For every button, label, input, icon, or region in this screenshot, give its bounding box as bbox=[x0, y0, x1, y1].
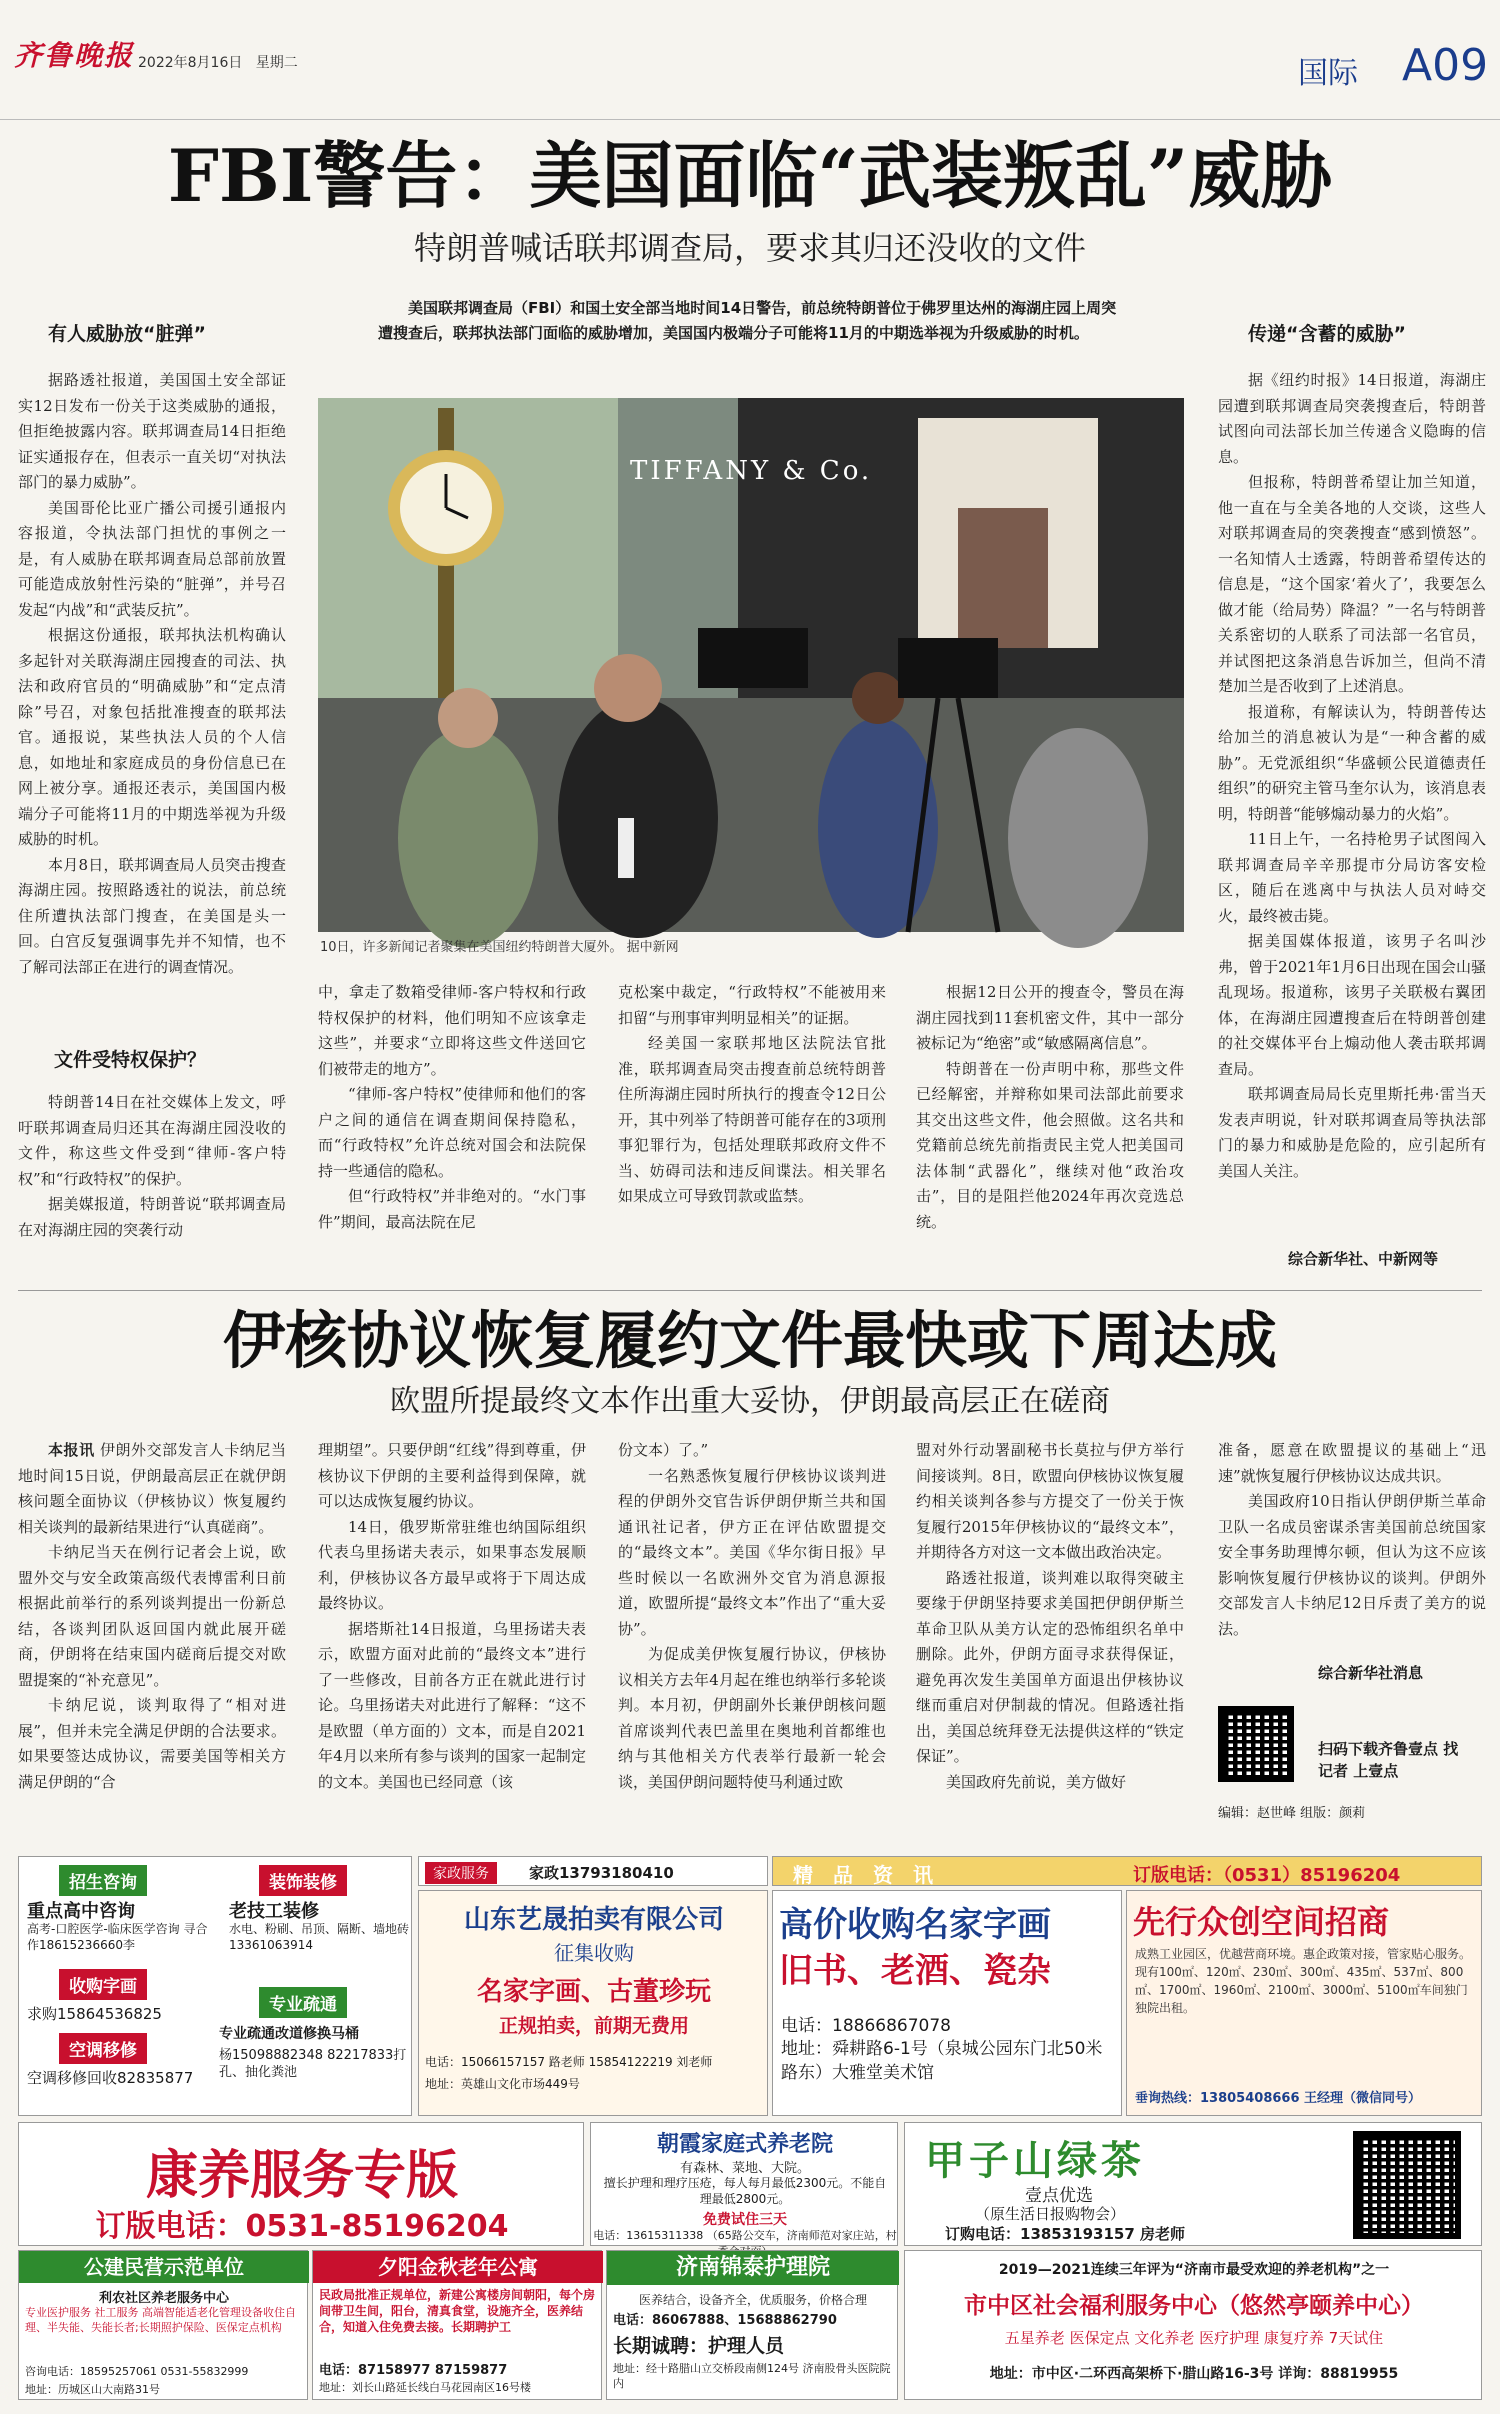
shizhong-award: 2019—2021连续三年评为“济南市最受欢迎的养老机构”之一 bbox=[998, 2262, 1390, 2278]
zhaoxia-address: （65路公交车，济南师范对家庄站，村 bbox=[706, 2229, 897, 2242]
zhaoxia-line1: 有森林、菜地、大院。 bbox=[679, 2161, 810, 2176]
paragraph: 为促成美伊恢复履行协议，伊核协议相关方去年4月起在维也纳举行多轮谈判。本月初，伊朗副外长兼伊朗核问题首席谈判代表巴盖里在奥地利首都维也纳与其他相关方代表举行最新一轮会谈，美国伊朗问题特使马利通过欧 bbox=[618, 1645, 886, 1791]
news-lead-tag: 本报讯 bbox=[48, 1441, 95, 1459]
zhaoxia-tel: 电话：13615311338 bbox=[593, 2229, 704, 2242]
ad-housekeeping bbox=[418, 1856, 768, 1886]
jintai-tel: 电话：86067888、15688862790 bbox=[613, 2313, 837, 2328]
paragraph: 据《纽约时报》14日报道，海湖庄园遭到联邦调查局突袭搜查后，特朗普试图向司法部长加兰传递含义隐晦的信息。 bbox=[1218, 371, 1486, 466]
collect-title1: 高价收购名家字画 bbox=[779, 1905, 1051, 1945]
tea-title: 甲子山绿茶 bbox=[925, 2138, 1145, 2184]
article2-title: 伊核协议恢复履约文件最快或下周达成 bbox=[222, 1304, 1277, 1377]
ad-plumbing-detail: 杨15098882348 82217833打孔、抽化粪池 bbox=[219, 2048, 407, 2080]
ad-buy-paintings: 求购15864536825 bbox=[27, 2005, 162, 2023]
paragraph: 卡纳尼当天在例行记者会上说，欧盟外交与安全政策高级代表博雷利日前根据此前举行的系列谈判提出一份新总结，各谈判团队返回国内就此展开磋商，伊朗将在结束国内磋商后提交对欧盟提案的“补充意见”。 bbox=[18, 1543, 286, 1689]
paragraph: 美国哥伦比亚广播公司援引通报内容报道，令执法部门担忧的事例之一是，有人威胁在联邦调查局总部前放置可能造成放射性污染的“脏弹”，并号召发起“内战”和“武装反抗”。 bbox=[18, 498, 286, 619]
gongjian-line1: 利农社区养老服务中心 bbox=[98, 2291, 229, 2306]
paragraph: 特朗普14日在社交媒体上发文，呼吁联邦调查局归还其在海湖庄园没收的文件，称这些文件受到“律师-客户特权”和“行政特权”的保护。 bbox=[18, 1093, 286, 1188]
ad-tea bbox=[904, 2122, 1482, 2246]
auction-items: 名家字画、古董珍玩 bbox=[476, 1977, 711, 2007]
tea-sub1: 壹点优选 bbox=[1025, 2186, 1093, 2206]
paragraph: 14日，俄罗斯常驻维也纳国际组织代表乌里扬诺夫表示，如果事态发展顺利，伊核协议各方最早或将于下周达成最终协议。 bbox=[318, 1517, 586, 1612]
ad-collect bbox=[772, 1890, 1122, 2116]
tag-enrollment: 招生咨询 bbox=[59, 1865, 147, 1896]
collect-address: 地址：舜耕路6-1号（泉城公园东门北50米路东）大雅堂美术馆 bbox=[781, 2039, 1103, 2083]
article2-column-1: 本报讯 伊朗外交部发言人卡纳尼当地时间15日说，伊朗最高层正在就伊朗核问题全面协议（伊核协议）恢复履约相关谈判的最新结果进行“认真磋商”。 卡纳尼当天在例行记者会上说，欧盟外交与安全政策高级代表博雷利日前根据此前举行的系列谈判提出一份新总结，各谈判团队返回国内就此展开磋商，伊朗将在结束国内磋商后提交对欧盟提案的“补充意见”。 卡纳尼说，谈判取得了“相对进展”，但并未完全满足伊朗的合法要求。如果要签达成协议，需要美国等相关方满足伊朗的“合 bbox=[18, 1438, 286, 1828]
kangyang-phone: 订版电话：0531-85196204 bbox=[95, 2209, 509, 2244]
housekeeping-phone: 家政13793180410 bbox=[529, 1864, 674, 1882]
paragraph: 盟对外行动署副秘书长莫拉与伊方举行间接谈判。8日，欧盟向伊核协议恢复履约相关谈判各参与方提交了一份关于恢复履行2015年伊核协议的“最终文本”，并期待各方对这一文本做出政治决定。 bbox=[916, 1441, 1184, 1561]
paragraph: 份文本）了。” bbox=[618, 1441, 709, 1459]
tag-buy-paintings: 收购字画 bbox=[59, 1969, 147, 2000]
shizhong-tags: 五星养老 医保定点 文化养老 医疗护理 康复疗养 7天试住 bbox=[1004, 2329, 1384, 2347]
ad-ac-repair: 空调移修回收82835877 bbox=[27, 2069, 194, 2087]
tag-plumbing: 专业疏通 bbox=[259, 1987, 347, 2018]
auction-name: 山东艺晟拍卖有限公司 bbox=[463, 1905, 724, 1935]
paragraph: 路透社报道，谈判难以取得突破主要缘于伊朗坚持要求美国把伊朗伊斯兰革命卫队从美方认定的恐怖组织名单中删除。此外，伊朗方面寻求获得保证，避免再次发生美国单方面退出伊核协议继而重启对伊制裁的情况。但路透社指出，美国总统拜登无法提供这样的“铁定保证”。 bbox=[916, 1568, 1184, 1765]
section-name: 国际 bbox=[1298, 56, 1358, 91]
ad-strip-phone: 订版电话：（0531）85196204 bbox=[1133, 1865, 1401, 1886]
tag-decoration: 装饰装修 bbox=[259, 1865, 347, 1896]
paragraph: 联邦调查局局长克里斯托弗·雷当天发表声明说，针对联邦调查局等执法部门的暴力和威胁是危险的，应引起所有美国人关注。 bbox=[1218, 1085, 1486, 1180]
paragraph: 中，拿走了数箱受律师-客户特权和行政特权保护的材料，他们明知不应该拿走这些”，并要求“立即将这些文件送回它们被带走的地方”。 bbox=[318, 983, 586, 1078]
xiyang-line1: 民政局批准正规单位，新建公寓楼房间朝阳，每个房间带卫生间，阳台，清真食堂，设施齐全，医养结合，知道入住免费去接。长期聘护工 bbox=[319, 2288, 596, 2334]
paragraph: 据塔斯社14日报道，乌里扬诺夫表示，欧盟方面对此前的“最终文本”进行了一些修改，目前各方正在就此进行讨论。乌里扬诺夫对此进行了解释：“这不是欧盟（单方面的）文本，而是自2021年4月以来所有参与谈判的国家一起制定的文本。美国也已经同意（该 bbox=[318, 1619, 586, 1791]
news-photo bbox=[318, 398, 1184, 932]
jintai-title: 济南锦泰护理院 bbox=[607, 2251, 899, 2285]
subhead-implicit-threat: 传递“含蓄的威胁” bbox=[1248, 323, 1406, 345]
ad-xiyang bbox=[312, 2250, 602, 2400]
classified-ads bbox=[18, 1856, 412, 2116]
article1-column-mid1 bbox=[318, 980, 586, 1278]
paragraph: 根据这份通报，联邦执法机构确认多起针对关联海湖庄园搜查的司法、执法和政府官员的“明确威胁”和“定点清除”号召，对象包括批准搜查的联邦法官。通报说，某些执法人员的个人信息，如地址和家庭成员的身份信息已在网上被分享。通报还表示，美国国内极端分子可能将11月的中期选举视为升级威胁的时机。 bbox=[18, 626, 286, 848]
ad-strip-title: 精品资讯 bbox=[793, 1863, 953, 1887]
article1-column-left2 bbox=[18, 1090, 286, 1278]
ad-zhaoxia bbox=[590, 2122, 898, 2246]
article1-column-left1 bbox=[18, 368, 286, 1034]
ad-gongjian bbox=[18, 2250, 308, 2400]
article2-byline: 综合新华社消息 bbox=[1318, 1664, 1424, 1682]
ad-jintai bbox=[606, 2250, 898, 2400]
paragraph: 但“行政特权”并非绝对的。“水门事件”期间，最高法院在尼 bbox=[318, 1187, 586, 1231]
gongjian-tel: 咨询电话：18595257061 0531-55832999 bbox=[25, 2365, 249, 2378]
paragraph: 美国政府10日指认伊朗伊斯兰革命卫队一名成员密谋杀害美国前总统国家安全事务助理博尔顿，但认为这不应该影响恢复履行伊核协议的谈判。伊朗外交部发言人卡纳尼12日斥责了美方的说法。 bbox=[1218, 1492, 1486, 1638]
paragraph: “律师-客户特权”使律师和他们的客户之间的通信在调查期间保持隐私，而“行政特权”允许总统对国会和法院保持一些通信的隐私。 bbox=[318, 1085, 586, 1180]
article1-column-mid3 bbox=[916, 980, 1184, 1278]
tea-phone: 订购电话：13853193157 房老师 bbox=[945, 2225, 1186, 2243]
photo-caption: 10日，许多新闻记者聚集在美国纽约特朗普大厦外。 据中新网 bbox=[320, 940, 679, 955]
paragraph: 根据12日公开的搜查令，警员在海湖庄园找到11套机密文件，其中一部分被标记为“绝密”或“敏感隔离信息”。 bbox=[916, 983, 1184, 1052]
paragraph: 本月8日，联邦调查局人员突击搜查海湖庄园。按照路透社的说法，前总统住所遭执法部门搜查，在美国是头一回。白宫反复强调事先并不知情，也不了解司法部正在进行的调查情况。 bbox=[18, 855, 286, 976]
tag-housekeeping: 家政服务 bbox=[425, 1862, 497, 1884]
paragraph: 一名熟悉恢复履行伊核协议谈判进程的伊朗外交官告诉伊朗伊斯兰共和国通讯社记者，伊方正在评估欧盟提交的“最终文本”。美国《华尔街日报》早些时候以一名欧洲外交官为消息源报道，欧盟所提“最终文本”作出了“重大妥协”。 bbox=[618, 1466, 886, 1638]
ad-strip-header bbox=[772, 1856, 1482, 1886]
tag-ac-repair: 空调移修 bbox=[59, 2033, 147, 2064]
gongjian-address: 地址：历城区山大南路31号 bbox=[25, 2383, 160, 2396]
article1-byline: 综合新华社、中新网等 bbox=[1288, 1250, 1439, 1268]
auction-note: 正规拍卖，前期无费用 bbox=[498, 2015, 689, 2037]
tea-qr-code[interactable] bbox=[1353, 2131, 1461, 2239]
tea-sub2: （原生活日报购物会） bbox=[975, 2205, 1126, 2223]
ad-xianxing bbox=[1126, 1890, 1482, 2116]
paragraph: 理期望”。只要伊朗“红线”得到尊重，伊核协议下伊朗的主要利益得到保障，就可以达成恢复履约协议。 bbox=[318, 1441, 586, 1510]
collect-phone: 电话：18866867078 bbox=[781, 2016, 951, 2036]
ad-decoration-detail: 水电、粉刷、吊顶、隔断、墙地砖13361063914 bbox=[229, 1922, 410, 1952]
divider bbox=[18, 1290, 1482, 1291]
ad-high-school: 重点高中咨询 bbox=[27, 1901, 135, 1922]
paragraph: 经美国一家联邦地区法院法官批准，联邦调查局突击搜查前总统特朗普住所海湖庄园时所执行的搜查令12日公开，其中列举了特朗普可能存在的3项刑事犯罪行为，包括处理联邦政府文件不当、妨碍司法和违反间谍法。相关罪名如果成立可导致罚款或监禁。 bbox=[618, 1034, 886, 1205]
gongjian-title: 公建民营示范单位 bbox=[19, 2251, 309, 2283]
editor-credit: 编辑：赵世峰 组版：颜莉 bbox=[1218, 1806, 1366, 1821]
paragraph: 据路透社报道，美国国土安全部证实12日发布一份关于这类威胁的通报，但拒绝披露内容。联邦调查局14日拒绝证实通报存在，但表示一直关切“对执法部门的暴力威胁”。 bbox=[18, 371, 286, 491]
newspaper-logo: 齐鲁晚报 bbox=[14, 39, 135, 72]
masthead bbox=[0, 0, 1500, 120]
article2-column-5 bbox=[1218, 1438, 1486, 1674]
article2-subtitle: 欧盟所提最终文本作出重大妥协，伊朗最高层正在磋商 bbox=[390, 1384, 1110, 1419]
shop-sign: TIFFANY & Co. bbox=[630, 456, 873, 486]
article1-column-right bbox=[1218, 368, 1486, 1258]
xiyang-tel: 电话：87158977 87159877 bbox=[319, 2363, 508, 2378]
shizhong-title: 市中区社会福利服务中心（悠然亭颐养中心） bbox=[964, 2293, 1424, 2319]
xiyang-title: 夕阳金秋老年公寓 bbox=[313, 2251, 603, 2283]
paragraph: 报道称，有解读认为，特朗普传达给加兰的消息被认为是“一种含蓄的威胁”。无党派组织“华盛顿公民道德责任组织”的研究主管马奎尔认为，该消息表明，特朗普“能够煽动暴力的火焰”。 bbox=[1218, 702, 1486, 823]
article2-column-2 bbox=[318, 1438, 586, 1828]
jintai-line1: 医养结合，设备齐全，优质服务，价格合理 bbox=[638, 2293, 867, 2307]
ad-shizhong bbox=[904, 2250, 1482, 2400]
jintai-hire: 长期诚聘：护理人员 bbox=[613, 2335, 785, 2357]
article1-title: FBI警告：美国面临“武装叛乱”威胁 bbox=[167, 133, 1333, 218]
auction-address: 地址：英雄山文化市场449号 bbox=[425, 2077, 580, 2091]
kangyang-title: 康养服务专版 bbox=[145, 2146, 458, 2206]
subhead-privilege: 文件受特权保护？ bbox=[54, 1049, 207, 1071]
qr-caption: 扫码下载齐鲁壹点 找记者 上壹点 bbox=[1318, 1740, 1459, 1780]
auction-sub: 征集收购 bbox=[554, 1941, 634, 1965]
jintai-address: 地址：经十路腊山立交桥段南侧124号 济南股骨头医院院内 bbox=[613, 2362, 891, 2390]
paragraph: 据美国媒体报道，该男子名叫沙弗，曾于2021年1月6日出现在国会山骚乱现场。报道称，该男子关联极右翼团体，在海湖庄园遭搜查后在特朗普创建的社交媒体平台上煽动他人袭击联邦调查局。 bbox=[1218, 932, 1486, 1078]
paragraph: 11日上午，一名持枪男子试图闯入联邦调查局辛辛那提市分局访客安检区，随后在逃离中与执法人员对峙交火，最终被击毙。 bbox=[1218, 830, 1486, 925]
paragraph: 准备，愿意在欧盟提议的基础上“迅速”就恢复履行伊核协议达成共识。 bbox=[1218, 1441, 1486, 1485]
ad-auction bbox=[418, 1890, 768, 2116]
paragraph: 克松案中裁定，“行政特权”不能被用来扣留“与刑事审判明显相关”的证据。 bbox=[618, 983, 886, 1027]
auction-contact: 电话：15066157157 路老师 15854122219 刘老师 bbox=[425, 2055, 713, 2069]
xianxing-details: 成熟工业园区，优越营商环境。惠企政策对接，管家贴心服务。现有100㎡、120㎡、230㎡、300㎡、435㎡、537㎡、800㎡、1700㎡、1960㎡、2100㎡、3000㎡、5100㎡车间独门独院出租。 bbox=[1135, 1947, 1472, 2015]
article1-subtitle: 特朗普喊话联邦调查局，要求其归还没收的文件 bbox=[413, 229, 1086, 267]
article1-column-mid2 bbox=[618, 980, 886, 1278]
ad-high-school-detail: 高考-口腔医学-临床医学咨询 寻合作18615236660李 bbox=[27, 1922, 208, 1952]
gongjian-line2: 专业医护服务 社工服务 高端智能适老化管理设备收住自理、半失能、失能长者;长期照护保险、医保定点机构 bbox=[25, 2306, 296, 2334]
paragraph: 特朗普在一份声明中称，那些文件已经解密，并辩称如果司法部此前要求其交出这些文件，他会照做。这名共和党籍前总统先前指责民主党人把美国司法体制“武器化”，继续对他“政治攻击”，目的是阻拦他2024年再次竞选总统。 bbox=[916, 1059, 1184, 1231]
article2-column-3 bbox=[618, 1438, 886, 1828]
zhaoxia-line2: 擅长护理和理疗压疮，每人每月最低2300元。不能自理最低2800元。 bbox=[603, 2176, 887, 2206]
ad-decoration: 老技工装修 bbox=[229, 1901, 319, 1922]
article2-column-4 bbox=[916, 1438, 1184, 1828]
qr-code[interactable] bbox=[1218, 1706, 1294, 1782]
paragraph: 美国政府先前说，美方做好 bbox=[946, 1772, 1127, 1791]
subhead-dirty-bomb: 有人威胁放“脏弹” bbox=[48, 323, 206, 345]
ad-plumbing: 专业疏通改道修换马桶 bbox=[219, 2026, 359, 2042]
xianxing-title: 先行众创空间招商 bbox=[1133, 1903, 1390, 1941]
article1-lead: 美国联邦调查局（FBI）和国土安全部当地时间14日警告，前总统特朗普位于佛罗里达州的海湖庄园上周突遭搜查后，联邦执法部门面临的威胁增加，美国国内极端分子可能将11月的中期选举视为升级威胁的时机。 bbox=[378, 299, 1117, 342]
ad-kangyang bbox=[18, 2122, 584, 2246]
paragraph: 但报称，特朗普希望让加兰知道，他一直在与全美各地的人交谈，这些人对联邦调查局的突袭搜查“感到愤怒”。一名知情人士透露，特朗普希望传达的信息是，“这个国家‘着火了’，我要怎么做才能（给局势）降温？”一名与特朗普关系密切的人联系了司法部一名官员，并试图把这条消息告诉加兰，但尚不清楚加兰是否收到了上述消息。 bbox=[1218, 473, 1486, 695]
zhaoxia-title: 朝霞家庭式养老院 bbox=[656, 2132, 833, 2157]
collect-title2: 旧书、老酒、瓷杂 bbox=[779, 1951, 1051, 1991]
issue-date: 2022年8月16日 星期二 bbox=[138, 55, 298, 71]
shizhong-address: 地址：市中区·二环西高架桥下·腊山路16-3号 详询：88819955 bbox=[989, 2366, 1399, 2382]
xianxing-hotline: 垂询热线：13805408666 王经理（微信同号） bbox=[1135, 2091, 1422, 2106]
paragraph: 卡纳尼说，谈判取得了“相对进展”，但并未完全满足伊朗的合法要求。如果要签达成协议，需要美国等相关方满足伊朗的“合 bbox=[18, 1696, 286, 1791]
page-number: A09 bbox=[1402, 40, 1489, 91]
xiyang-address: 地址：刘长山路延长线白马花园南区16号楼 bbox=[319, 2381, 531, 2394]
zhaoxia-free-trial: 免费试住三天 bbox=[703, 2212, 787, 2228]
paragraph: 据美媒报道，特朗普说“联邦调查局在对海湖庄园的突袭行动 bbox=[18, 1195, 286, 1239]
